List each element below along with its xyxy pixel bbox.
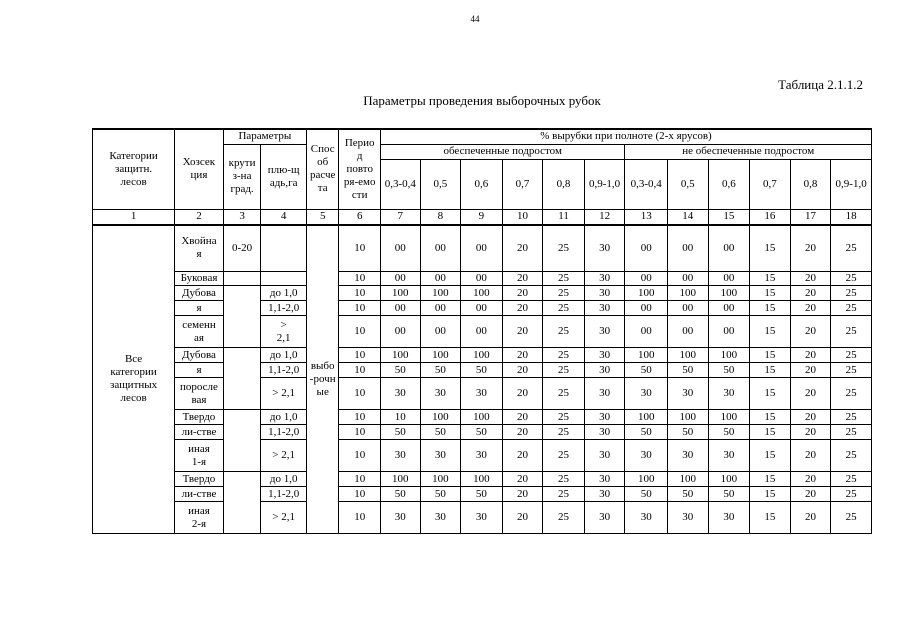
period-value: 10 bbox=[339, 272, 381, 286]
area-value: > 2,1 bbox=[261, 502, 307, 534]
section-label: ли-стве bbox=[175, 487, 224, 502]
period-value: 10 bbox=[339, 487, 381, 502]
percent-value: 00 bbox=[381, 272, 421, 286]
table-row bbox=[93, 316, 872, 348]
percent-value: 00 bbox=[625, 301, 668, 316]
percent-value: 100 bbox=[708, 472, 750, 487]
parameters-table bbox=[92, 128, 872, 534]
section-label: ли-стве bbox=[175, 425, 224, 440]
percent-value: 15 bbox=[750, 272, 791, 286]
table-row bbox=[93, 502, 872, 534]
slope-value bbox=[223, 286, 261, 348]
section-label: Твердо bbox=[175, 472, 224, 487]
percent-value: 100 bbox=[667, 348, 708, 363]
percent-value: 25 bbox=[543, 316, 585, 348]
density-header: 0,8 bbox=[543, 159, 585, 209]
percent-value: 20 bbox=[502, 316, 543, 348]
percent-value: 20 bbox=[502, 440, 543, 472]
percent-value: 00 bbox=[420, 272, 461, 286]
percent-value: 30 bbox=[584, 440, 625, 472]
density-header: 0,7 bbox=[502, 159, 543, 209]
slope-value bbox=[223, 472, 261, 534]
percent-value: 25 bbox=[543, 410, 585, 425]
percent-value: 00 bbox=[667, 301, 708, 316]
percent-value: 25 bbox=[831, 410, 872, 425]
percent-value: 25 bbox=[831, 363, 872, 378]
percent-value: 100 bbox=[625, 286, 668, 301]
percent-value: 50 bbox=[381, 487, 421, 502]
column-number: 2 bbox=[175, 209, 224, 225]
percent-value: 100 bbox=[667, 286, 708, 301]
percent-value: 20 bbox=[790, 440, 831, 472]
section-label: Твердо bbox=[175, 410, 224, 425]
header-percent: % вырубки при полноте (2-х ярусов) bbox=[381, 129, 872, 144]
percent-value: 20 bbox=[502, 272, 543, 286]
percent-value: 00 bbox=[381, 316, 421, 348]
percent-value: 20 bbox=[502, 472, 543, 487]
period-value: 10 bbox=[339, 502, 381, 534]
percent-value: 15 bbox=[750, 440, 791, 472]
percent-value: 25 bbox=[543, 487, 585, 502]
percent-value: 00 bbox=[420, 301, 461, 316]
column-number: 11 bbox=[543, 209, 585, 225]
percent-value: 20 bbox=[502, 378, 543, 410]
column-number: 14 bbox=[667, 209, 708, 225]
percent-value: 30 bbox=[420, 440, 461, 472]
percent-value: 00 bbox=[667, 225, 708, 272]
table-row bbox=[93, 286, 872, 301]
percent-value: 20 bbox=[502, 502, 543, 534]
density-header: 0,3-0,4 bbox=[625, 159, 668, 209]
percent-value: 20 bbox=[790, 225, 831, 272]
percent-value: 15 bbox=[750, 363, 791, 378]
percent-value: 25 bbox=[543, 440, 585, 472]
percent-value: 50 bbox=[625, 363, 668, 378]
header-slope: крути з-на град. bbox=[223, 144, 261, 209]
area-value: до 1,0 bbox=[261, 286, 307, 301]
percent-value: 15 bbox=[750, 378, 791, 410]
percent-value: 20 bbox=[502, 348, 543, 363]
area-value bbox=[261, 272, 307, 286]
percent-value: 00 bbox=[708, 316, 750, 348]
percent-value: 20 bbox=[502, 425, 543, 440]
percent-value: 00 bbox=[461, 225, 503, 272]
percent-value: 100 bbox=[461, 410, 503, 425]
percent-value: 00 bbox=[667, 272, 708, 286]
percent-value: 00 bbox=[667, 316, 708, 348]
percent-value: 100 bbox=[381, 286, 421, 301]
percent-value: 25 bbox=[831, 502, 872, 534]
period-value: 10 bbox=[339, 316, 381, 348]
column-number: 4 bbox=[261, 209, 307, 225]
percent-value: 30 bbox=[625, 378, 668, 410]
area-value: до 1,0 bbox=[261, 348, 307, 363]
period-value: 10 bbox=[339, 410, 381, 425]
percent-value: 30 bbox=[420, 502, 461, 534]
percent-value: 50 bbox=[381, 425, 421, 440]
percent-value: 100 bbox=[420, 472, 461, 487]
percent-value: 25 bbox=[543, 472, 585, 487]
period-value: 10 bbox=[339, 301, 381, 316]
percent-value: 30 bbox=[381, 378, 421, 410]
percent-value: 50 bbox=[461, 363, 503, 378]
percent-value: 100 bbox=[625, 348, 668, 363]
table-row bbox=[93, 425, 872, 440]
percent-value: 00 bbox=[461, 301, 503, 316]
period-value: 10 bbox=[339, 225, 381, 272]
percent-value: 30 bbox=[708, 378, 750, 410]
percent-value: 00 bbox=[625, 225, 668, 272]
percent-value: 100 bbox=[420, 410, 461, 425]
percent-value: 15 bbox=[750, 487, 791, 502]
percent-value: 30 bbox=[625, 440, 668, 472]
percent-value: 100 bbox=[381, 472, 421, 487]
percent-value: 00 bbox=[381, 225, 421, 272]
header-params: Параметры bbox=[223, 129, 306, 144]
period-value: 10 bbox=[339, 378, 381, 410]
percent-value: 20 bbox=[790, 272, 831, 286]
percent-value: 100 bbox=[708, 410, 750, 425]
percent-value: 15 bbox=[750, 348, 791, 363]
percent-value: 25 bbox=[831, 225, 872, 272]
density-header: 0,8 bbox=[790, 159, 831, 209]
percent-value: 30 bbox=[708, 440, 750, 472]
density-header: 0,7 bbox=[750, 159, 791, 209]
table-row bbox=[93, 378, 872, 410]
percent-value: 00 bbox=[381, 301, 421, 316]
section-coniferous: Хвойна я bbox=[175, 225, 224, 272]
percent-value: 50 bbox=[420, 425, 461, 440]
section-label: я bbox=[175, 363, 224, 378]
area-value: 1,1-2,0 bbox=[261, 363, 307, 378]
table-row bbox=[93, 487, 872, 502]
percent-value: 25 bbox=[543, 348, 585, 363]
column-number: 18 bbox=[831, 209, 872, 225]
percent-value: 100 bbox=[381, 348, 421, 363]
slope-value bbox=[223, 272, 261, 286]
percent-value: 50 bbox=[381, 363, 421, 378]
percent-value: 30 bbox=[584, 378, 625, 410]
percent-value: 100 bbox=[625, 410, 668, 425]
percent-value: 30 bbox=[584, 472, 625, 487]
percent-value: 20 bbox=[502, 410, 543, 425]
column-number: 17 bbox=[790, 209, 831, 225]
percent-value: 15 bbox=[750, 286, 791, 301]
percent-value: 20 bbox=[790, 502, 831, 534]
area-value: > 2,1 bbox=[261, 440, 307, 472]
percent-value: 100 bbox=[461, 472, 503, 487]
percent-value: 25 bbox=[831, 272, 872, 286]
percent-value: 25 bbox=[831, 440, 872, 472]
percent-value: 100 bbox=[461, 286, 503, 301]
percent-value: 30 bbox=[667, 440, 708, 472]
percent-value: 00 bbox=[461, 272, 503, 286]
percent-value: 30 bbox=[461, 502, 503, 534]
percent-value: 25 bbox=[543, 301, 585, 316]
column-number: 12 bbox=[584, 209, 625, 225]
percent-value: 15 bbox=[750, 425, 791, 440]
percent-value: 50 bbox=[667, 425, 708, 440]
percent-value: 50 bbox=[625, 425, 668, 440]
percent-value: 20 bbox=[790, 410, 831, 425]
section-label: поросле вая bbox=[175, 378, 224, 410]
percent-value: 20 bbox=[502, 363, 543, 378]
percent-value: 15 bbox=[750, 301, 791, 316]
column-number: 6 bbox=[339, 209, 381, 225]
percent-value: 30 bbox=[625, 502, 668, 534]
period-value: 10 bbox=[339, 440, 381, 472]
slope-value: 0-20 bbox=[223, 225, 261, 272]
percent-value: 100 bbox=[420, 348, 461, 363]
percent-value: 00 bbox=[625, 272, 668, 286]
percent-value: 100 bbox=[708, 286, 750, 301]
percent-value: 50 bbox=[708, 487, 750, 502]
percent-value: 20 bbox=[790, 472, 831, 487]
table-row bbox=[93, 301, 872, 316]
percent-value: 25 bbox=[831, 425, 872, 440]
percent-value: 00 bbox=[461, 316, 503, 348]
percent-value: 15 bbox=[750, 316, 791, 348]
area-value: до 1,0 bbox=[261, 410, 307, 425]
percent-value: 20 bbox=[790, 316, 831, 348]
percent-value: 50 bbox=[420, 363, 461, 378]
period-value: 10 bbox=[339, 286, 381, 301]
percent-value: 25 bbox=[831, 286, 872, 301]
period-value: 10 bbox=[339, 363, 381, 378]
percent-value: 10 bbox=[381, 410, 421, 425]
percent-value: 00 bbox=[420, 225, 461, 272]
percent-value: 100 bbox=[625, 472, 668, 487]
percent-value: 20 bbox=[502, 487, 543, 502]
percent-value: 25 bbox=[831, 316, 872, 348]
area-value: до 1,0 bbox=[261, 472, 307, 487]
column-number: 10 bbox=[502, 209, 543, 225]
percent-value: 30 bbox=[584, 301, 625, 316]
table-row bbox=[93, 472, 872, 487]
percent-value: 30 bbox=[461, 378, 503, 410]
section-label: я bbox=[175, 301, 224, 316]
percent-value: 00 bbox=[420, 316, 461, 348]
percent-value: 30 bbox=[584, 502, 625, 534]
section-label: иная 2-я bbox=[175, 502, 224, 534]
column-number: 8 bbox=[420, 209, 461, 225]
density-header: 0,6 bbox=[708, 159, 750, 209]
percent-value: 25 bbox=[543, 363, 585, 378]
percent-value: 00 bbox=[708, 225, 750, 272]
column-number: 13 bbox=[625, 209, 668, 225]
percent-value: 50 bbox=[461, 487, 503, 502]
percent-value: 50 bbox=[667, 363, 708, 378]
column-number: 3 bbox=[223, 209, 261, 225]
percent-value: 15 bbox=[750, 410, 791, 425]
percent-value: 25 bbox=[831, 301, 872, 316]
density-header: 0,6 bbox=[461, 159, 503, 209]
header-secured: обеспеченные подростом bbox=[381, 144, 625, 159]
percent-value: 25 bbox=[831, 378, 872, 410]
header-category: Категории защитн. лесов bbox=[93, 129, 175, 209]
percent-value: 30 bbox=[584, 348, 625, 363]
header-unsecured: не обеспеченные подростом bbox=[625, 144, 872, 159]
column-number: 15 bbox=[708, 209, 750, 225]
percent-value: 30 bbox=[584, 286, 625, 301]
column-number: 1 bbox=[93, 209, 175, 225]
period-value: 10 bbox=[339, 472, 381, 487]
column-number: 16 bbox=[750, 209, 791, 225]
percent-value: 20 bbox=[790, 286, 831, 301]
percent-value: 25 bbox=[543, 272, 585, 286]
area-value: 1,1-2,0 bbox=[261, 301, 307, 316]
area-value: > 2,1 bbox=[261, 316, 307, 348]
percent-value: 30 bbox=[584, 363, 625, 378]
density-header: 0,5 bbox=[420, 159, 461, 209]
density-header: 0,5 bbox=[667, 159, 708, 209]
column-number: 9 bbox=[461, 209, 503, 225]
percent-value: 30 bbox=[584, 272, 625, 286]
percent-value: 25 bbox=[543, 425, 585, 440]
percent-value: 30 bbox=[381, 440, 421, 472]
percent-value: 100 bbox=[667, 410, 708, 425]
percent-value: 100 bbox=[708, 348, 750, 363]
percent-value: 25 bbox=[831, 487, 872, 502]
percent-value: 25 bbox=[831, 472, 872, 487]
percent-value: 50 bbox=[461, 425, 503, 440]
area-value: > 2,1 bbox=[261, 378, 307, 410]
column-number: 7 bbox=[381, 209, 421, 225]
period-value: 10 bbox=[339, 348, 381, 363]
percent-value: 00 bbox=[625, 316, 668, 348]
percent-value: 15 bbox=[750, 502, 791, 534]
percent-value: 25 bbox=[831, 348, 872, 363]
page-number: 44 bbox=[470, 14, 480, 24]
percent-value: 30 bbox=[584, 225, 625, 272]
percent-value: 30 bbox=[584, 487, 625, 502]
section-label: иная 1-я bbox=[175, 440, 224, 472]
percent-value: 50 bbox=[708, 363, 750, 378]
table-row bbox=[93, 363, 872, 378]
table-title: Параметры проведения выборочных рубок bbox=[363, 93, 601, 108]
percent-value: 30 bbox=[667, 502, 708, 534]
percent-value: 30 bbox=[461, 440, 503, 472]
percent-value: 25 bbox=[543, 225, 585, 272]
table-row bbox=[93, 225, 872, 272]
percent-value: 30 bbox=[708, 502, 750, 534]
percent-value: 50 bbox=[420, 487, 461, 502]
percent-value: 30 bbox=[667, 378, 708, 410]
area-value: 1,1-2,0 bbox=[261, 425, 307, 440]
percent-value: 20 bbox=[502, 225, 543, 272]
percent-value: 20 bbox=[790, 487, 831, 502]
table-row bbox=[93, 410, 872, 425]
density-header: 0,9-1,0 bbox=[584, 159, 625, 209]
percent-value: 15 bbox=[750, 225, 791, 272]
percent-value: 30 bbox=[584, 316, 625, 348]
area-value: 1,1-2,0 bbox=[261, 487, 307, 502]
table-row bbox=[93, 440, 872, 472]
density-header: 0,3-0,4 bbox=[381, 159, 421, 209]
header-method: Спос об расче та bbox=[306, 129, 338, 209]
percent-value: 25 bbox=[543, 378, 585, 410]
percent-value: 30 bbox=[584, 425, 625, 440]
percent-value: 20 bbox=[790, 301, 831, 316]
percent-value: 00 bbox=[708, 272, 750, 286]
percent-value: 30 bbox=[420, 378, 461, 410]
period-value: 10 bbox=[339, 425, 381, 440]
section-label: Дубова bbox=[175, 348, 224, 363]
table-row bbox=[93, 272, 872, 286]
density-header: 0,9-1,0 bbox=[831, 159, 872, 209]
section-label: Дубова bbox=[175, 286, 224, 301]
percent-value: 50 bbox=[625, 487, 668, 502]
percent-value: 100 bbox=[667, 472, 708, 487]
column-number: 5 bbox=[306, 209, 338, 225]
area-value bbox=[261, 225, 307, 272]
percent-value: 25 bbox=[543, 286, 585, 301]
method-value: выбо -рочн ые bbox=[306, 225, 338, 534]
slope-value bbox=[223, 410, 261, 472]
section-beech: Буковая bbox=[175, 272, 224, 286]
percent-value: 00 bbox=[708, 301, 750, 316]
slope-value bbox=[223, 348, 261, 410]
category-all: Все категории защитных лесов bbox=[93, 225, 175, 534]
percent-value: 100 bbox=[461, 348, 503, 363]
percent-value: 20 bbox=[790, 378, 831, 410]
percent-value: 20 bbox=[790, 425, 831, 440]
percent-value: 15 bbox=[750, 472, 791, 487]
header-period: Перио д повто ря-емо сти bbox=[339, 129, 381, 209]
percent-value: 20 bbox=[790, 363, 831, 378]
header-area: плю-щ адь,га bbox=[261, 144, 307, 209]
section-label: семенн ая bbox=[175, 316, 224, 348]
header-section: Хозсек ция bbox=[175, 129, 224, 209]
percent-value: 100 bbox=[420, 286, 461, 301]
percent-value: 20 bbox=[502, 301, 543, 316]
percent-value: 20 bbox=[790, 348, 831, 363]
table-row bbox=[93, 348, 872, 363]
percent-value: 25 bbox=[543, 502, 585, 534]
percent-value: 30 bbox=[584, 410, 625, 425]
percent-value: 30 bbox=[381, 502, 421, 534]
percent-value: 50 bbox=[667, 487, 708, 502]
percent-value: 20 bbox=[502, 286, 543, 301]
percent-value: 50 bbox=[708, 425, 750, 440]
table-label: Таблица 2.1.1.2 bbox=[778, 77, 863, 92]
